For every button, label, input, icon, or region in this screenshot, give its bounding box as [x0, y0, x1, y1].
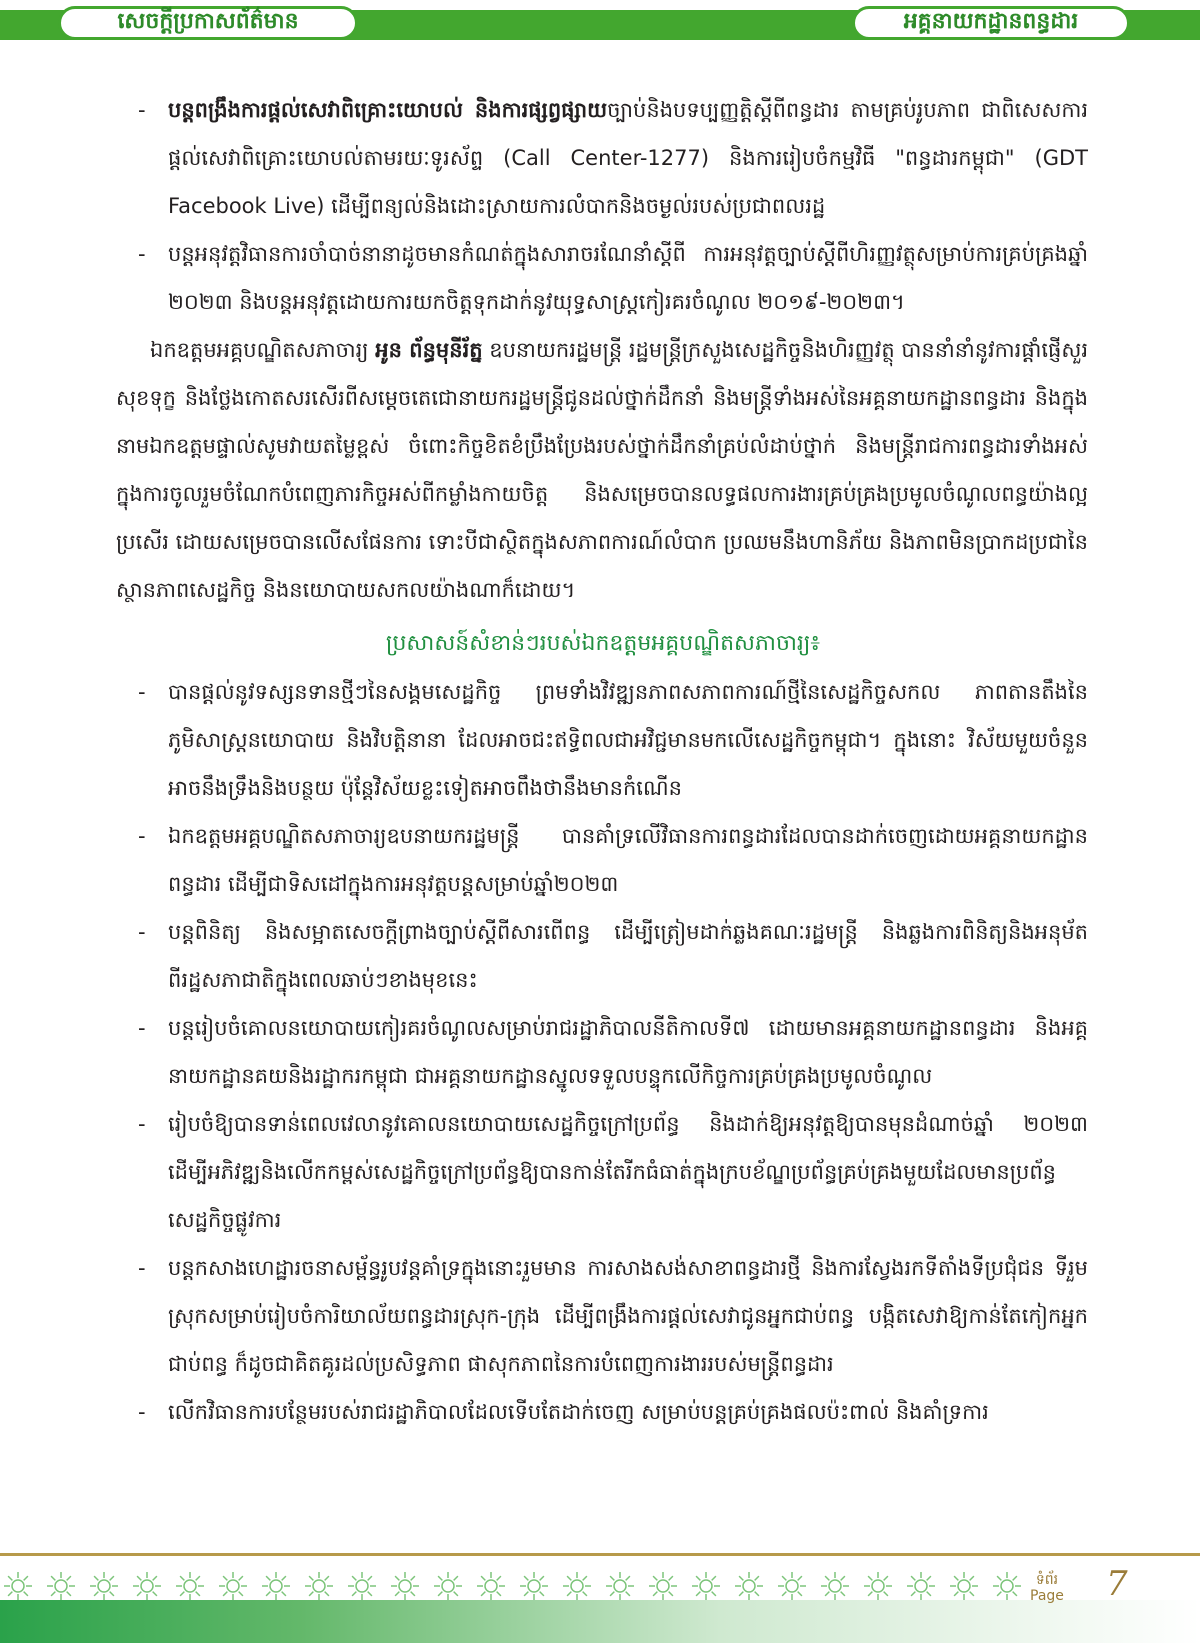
ornament-ray [454, 1576, 458, 1580]
bullet-item [118, 668, 1088, 812]
body-paragraph [116, 326, 1088, 614]
ornament-ray [653, 1576, 657, 1580]
ornament-ray [24, 1576, 28, 1580]
page-label-en: Page [1030, 1588, 1064, 1604]
bullet-dash: - [138, 1400, 146, 1424]
ornament-ray [51, 1576, 55, 1580]
ornament-ray [669, 1576, 673, 1580]
ornament-ray [739, 1576, 743, 1580]
paragraph-text: ឯកឧត្តមអគ្គបណ្ឌិតសភាចារ្យ [150, 338, 376, 362]
ornament-ray [395, 1592, 399, 1596]
ornament-icon [485, 1580, 497, 1592]
ornament-ray [153, 1592, 157, 1596]
ornament-ray [438, 1576, 442, 1580]
ornament-ray [223, 1576, 227, 1580]
bullet-item [118, 812, 1088, 908]
ornament-icon [700, 1580, 712, 1592]
ornament-ray [954, 1592, 958, 1596]
ornament-ray [712, 1576, 716, 1580]
bullet-text: បន្តកសាងហេដ្ឋារចនាសម្ព័ន្ធរូបវន្តគាំទ្រក្នុងនោះរួមមាន ការសាងសង់សាខាពន្ធដារថ្មី និងការស្វែងរកទីតាំងទីប្រជុំជន ទីរួមស្រុកសម្រាប់រៀបចំការិយាល័យពន្ធដារស្រុក-ក្រុង ដើម្បីពង្រឹងការផ្តល់សេវាជូនអ្នកជាប់ពន្ធ បង្កិតសេវាឱ្យកាន់តែកៀកអ្នកជាប់ពន្ធ ក៏ដូចជាគិតគូរដល់ប្រសិទ្ធភាព ផាសុកភាពនៃការបំពេញការងាររបស់មន្ត្រីពន្ធដារ [168, 1256, 1088, 1376]
ornament-ray [868, 1592, 872, 1596]
ornament-ray [825, 1592, 829, 1596]
ornament-icon [915, 1580, 927, 1592]
ornament-icon [528, 1580, 540, 1592]
bullet-dash: - [138, 680, 146, 704]
page-label [1030, 1572, 1064, 1604]
minister-name: អូន ព័ន្ធមុនីរ័ត្ន [375, 338, 483, 362]
ornament-ray [755, 1576, 759, 1580]
ornament-icon [614, 1580, 626, 1592]
ornament-ray [180, 1576, 184, 1580]
ornament-ray [239, 1576, 243, 1580]
ornament-icon [313, 1580, 325, 1592]
ornament-ray [524, 1576, 528, 1580]
bullet-item [118, 1100, 1088, 1244]
ornament-ray [196, 1592, 200, 1596]
ornament-ray [755, 1592, 759, 1596]
ornament-ray [997, 1592, 1001, 1596]
ornament-ray [782, 1576, 786, 1580]
ornament-ray [497, 1576, 501, 1580]
ornament-ray [626, 1592, 630, 1596]
ornament-ray [411, 1576, 415, 1580]
ornament-ray [309, 1592, 313, 1596]
ornament-ray [67, 1592, 71, 1596]
bullet-text: បន្តរៀបចំគោលនយោបាយកៀរគរចំណូលសម្រាប់រាជរដ្ឋាភិបាលនីតិកាលទី៧ ដោយមានអគ្គនាយកដ្ឋានពន្ធដារ និងអគ្គនាយកដ្ឋានគយនិងរដ្ឋាករកម្ពុជា ជាអគ្គនាយកដ្ឋានស្នូលទទួលបន្ទុកលើកិច្ចការគ្រប់គ្រងប្រមូលចំណូល [168, 1016, 1088, 1088]
bullet-item [118, 230, 1088, 326]
ornament-ray [481, 1592, 485, 1596]
ornament-ray [110, 1576, 114, 1580]
paragraph-text: ឧបនាយករដ្ឋមន្ត្រី រដ្ឋមន្ត្រីក្រសួងសេដ្ឋកិច្ចនិងហិរញ្ញវត្ថុ បាននាំនាំនូវការផ្ដាំផ្ញើសួរសុខទុក្ខ និងថ្លែងកោតសរសើរពីសម្ដេចតេជោនាយករដ្ឋមន្ត្រីជូនដល់ថ្នាក់ដឹកនាំ និងមន្ត្រីទាំងអស់នៃអគ្គនាយកដ្ឋានពន្ធដារ និងក្នុងនាមឯកឧត្តមផ្ទាល់សូមវាយតម្លៃខ្ពស់ ចំពោះកិច្ចខិតខំប្រឹងប្រែងរបស់ថ្នាក់ដឹកនាំគ្រប់លំដាប់ថ្នាក់ និងមន្ត្រីរាជការពន្ធដារទាំងអស់ ក្នុងការចូលរួមចំណែកបំពេញភារកិច្ចអស់ពីកម្លាំងកាយចិត្ត និងសម្រេចបានលទ្ធផលការងារគ្រប់គ្រងប្រមូលចំណូលពន្ធយ៉ាងល្អប្រសើរ ដោយសម្រេចបានលើសផែនការ ទោះបីជាស្ថិតក្នុងសភាពការណ៍លំបាក ប្រឈមនឹងហានិភ័យ និងភាពមិនប្រាកដប្រជានៃស្ថានភាពសេដ្ឋកិច្ច និងនយោបាយសកលយ៉ាងណាក៏ដោយ។ [116, 338, 1088, 602]
ornament-ray [481, 1576, 485, 1580]
ornament-ray [567, 1592, 571, 1596]
ornament-ray [282, 1576, 286, 1580]
header-right-tab: អគ្គនាយកដ្ឋានពន្ធដារ [852, 6, 1130, 40]
ornament-ray [110, 1592, 114, 1596]
ornament-ray [94, 1576, 98, 1580]
ornament-icon [872, 1580, 884, 1592]
ornament-ray [524, 1592, 528, 1596]
ornament-ray [137, 1592, 141, 1596]
ornament-icon [55, 1580, 67, 1592]
bullet-dash: - [138, 1256, 146, 1280]
ornament-ray [610, 1576, 614, 1580]
footer-rule [0, 1553, 1200, 1556]
ornament-ray [137, 1576, 141, 1580]
ornament-ray [8, 1576, 12, 1580]
ornament-ray [782, 1592, 786, 1596]
ornament-ray [67, 1576, 71, 1580]
page-number: 7 [1106, 1564, 1128, 1604]
bullet-text: ច្បាប់និងបទប្បញ្ញត្តិស្ដីពីពន្ធដារ តាមគ្រប់រូបភាព ជាពិសេសការផ្តល់សេវាពិគ្រោះយោបល់តាមរយៈទូរស័ព្ទ (Call Center-1277) និងការរៀបចំកម្មវិធី "ពន្ធដារកម្ពុជា" (GDT Facebook Live) ដើម្បីពន្យល់និងដោះស្រាយការលំបាកនិងចម្ងល់របស់ប្រជាពលរដ្ឋ [168, 98, 1089, 218]
ornament-ray [94, 1592, 98, 1596]
ornament-ray [927, 1576, 931, 1580]
ornament-ray [868, 1576, 872, 1580]
ornament-ray [266, 1592, 270, 1596]
ornament-icon [184, 1580, 196, 1592]
ornament-ray [626, 1576, 630, 1580]
bullet-dash: - [138, 98, 146, 122]
ornament-icon [657, 1580, 669, 1592]
section-subheading: ប្រសាសន៍សំខាន់ៗរបស់ឯកឧត្តមអគ្គបណ្ឌិតសភាចារ្យ៖ [385, 631, 821, 656]
bullet-text: បន្តពិនិត្យ និងសម្អាតសេចក្ដីព្រាងច្បាប់ស្ដីពីសារពើពន្ធ ដើម្បីត្រៀមដាក់ឆ្លងគណៈរដ្ឋមន្ត្រី និងឆ្លងការពិនិត្យនិងអនុម័តពីរដ្ឋសភាជាតិក្នុងពេលឆាប់ៗខាងមុខនេះ [168, 920, 1088, 992]
ornament-ray [997, 1576, 1001, 1580]
ornament-ray [368, 1576, 372, 1580]
ornament-ray [454, 1592, 458, 1596]
bullet-dash: - [138, 824, 146, 848]
ornament-icon [12, 1580, 24, 1592]
ornament-icon [829, 1580, 841, 1592]
ornament-ray [497, 1592, 501, 1596]
header-left-tab: សេចក្ដីប្រកាសព័ត៌មាន [58, 6, 358, 40]
ornament-ray [540, 1592, 544, 1596]
ornament-ray [970, 1576, 974, 1580]
ornament-icon [98, 1580, 110, 1592]
bullet-dash: - [138, 1016, 146, 1040]
main-content [118, 86, 1088, 1436]
ornament-ray [712, 1592, 716, 1596]
ornament-icon [399, 1580, 411, 1592]
page-label-km: ទំព័រ [1035, 1572, 1059, 1588]
ornament-ray [669, 1592, 673, 1596]
header-bar [0, 0, 1200, 46]
ornament-ray [583, 1576, 587, 1580]
ornament-icon [1001, 1580, 1013, 1592]
bullet-text: បានផ្ដល់នូវទស្សនទានថ្មីៗនៃសង្គមសេដ្ឋកិច្ច ព្រមទាំងវិវឌ្ឍនភាពសភាពការណ៍ថ្មីនៃសេដ្ឋកិច្ចសកល ភាពតានតឹងនៃភូមិសាស្ត្រនយោបាយ និងវិបត្តិនានា ដែលអាចជះឥទ្ធិពលជាអវិជ្ជមានមកលើសេដ្ឋកិច្ចកម្ពុជា។ ក្នុងនោះ វិស័យមួយចំនួនអាចនឹងទ្រឹងនិងបន្ថយ ប៉ុន្តែវិស័យខ្លះទៀតអាចពឹងថានឹងមានកំណើន [168, 680, 1088, 800]
ornament-ray [739, 1592, 743, 1596]
ornament-ray [927, 1592, 931, 1596]
ornament-ray [970, 1592, 974, 1596]
ornament-ray [438, 1592, 442, 1596]
ornament-icon [270, 1580, 282, 1592]
bullet-item [118, 1388, 1088, 1436]
ornament-icon [958, 1580, 970, 1592]
bullet-dash: - [138, 920, 146, 944]
ornament-ray [325, 1576, 329, 1580]
ornament-icon [743, 1580, 755, 1592]
ornament-ray [352, 1592, 356, 1596]
ornament-ray [610, 1592, 614, 1596]
ornament-ray [653, 1592, 657, 1596]
ornament-ray [153, 1576, 157, 1580]
bullet-item [118, 908, 1088, 1004]
ornament-ray [196, 1576, 200, 1580]
bullet-dash: - [138, 242, 146, 266]
ornament-ray [798, 1592, 802, 1596]
ornament-ray [954, 1576, 958, 1580]
ornament-ray [368, 1592, 372, 1596]
ornament-icon [571, 1580, 583, 1592]
ornament-ray [841, 1592, 845, 1596]
ornament-ray [841, 1576, 845, 1580]
ornament-ray [309, 1576, 313, 1580]
ornament-ray [567, 1576, 571, 1580]
bullet-item [118, 1004, 1088, 1100]
ornament-ray [825, 1576, 829, 1580]
bullet-item [118, 1244, 1088, 1388]
ornament-icon [786, 1580, 798, 1592]
bullet-text: លើកវិធានការបន្ថែមរបស់រាជរដ្ឋាភិបាលដែលទើបតែដាក់ចេញ សម្រាប់បន្តគ្រប់គ្រងផលប៉ះពាល់ និងគាំទ្រការ [168, 1400, 989, 1424]
ornament-ray [352, 1576, 356, 1580]
ornament-ray [798, 1576, 802, 1580]
ornament-ray [540, 1576, 544, 1580]
bullet-item [118, 86, 1088, 230]
ornament-ray [266, 1576, 270, 1580]
bullet-text: ឯកឧត្តមអគ្គបណ្ឌិតសភាចារ្យឧបនាយករដ្ឋមន្ត្រី បានគាំទ្រលើវិធានការពន្ធដារដែលបានដាក់ចេញដោយអគ្គនាយកដ្ឋានពន្ធដារ ដើម្បីជាទិសដៅក្នុងការអនុវត្តបន្តសម្រាប់ឆ្នាំ២០២៣ [168, 824, 1088, 896]
ornament-icon [141, 1580, 153, 1592]
ornament-ray [1013, 1592, 1017, 1596]
ornament-ray [884, 1576, 888, 1580]
ornament-ray [239, 1592, 243, 1596]
ornament-ray [911, 1576, 915, 1580]
footer-band [0, 1600, 1200, 1643]
ornament-ray [696, 1592, 700, 1596]
bullet-bold-text: បន្តពង្រឹងការផ្តល់សេវាពិគ្រោះយោបល់ និងការផ្សព្វផ្សាយ [168, 98, 608, 122]
ornament-ray [325, 1592, 329, 1596]
ornament-ray [884, 1592, 888, 1596]
ornament-icon [227, 1580, 239, 1592]
bullet-dash: - [138, 1112, 146, 1136]
bullet-text: រៀបចំឱ្យបានទាន់ពេលវេលានូវគោលនយោបាយសេដ្ឋកិច្ចក្រៅប្រព័ន្ធ និងដាក់ឱ្យអនុវត្តឱ្យបានមុនដំណាច់ឆ្នាំ ២០២៣ ដើម្បីអភិវឌ្ឍនិងលើកកម្ពស់សេដ្ឋកិច្ចក្រៅប្រព័ន្ធឱ្យបានកាន់តែរីកធំធាត់ក្នុងក្របខ័ណ្ឌប្រព័ន្ធគ្រប់គ្រងមួយដែលមានប្រព័ន្ធសេដ្ឋកិច្ចផ្លូវការ [168, 1112, 1088, 1232]
ornament-ray [1013, 1576, 1017, 1580]
bullet-text: បន្តអនុវត្តវិធានការចាំបាច់នានាដូចមានកំណត់ក្នុងសារាចរណែនាំស្ដីពី ការអនុវត្តច្បាប់ស្ដីពីហិរញ្ញវត្ថុសម្រាប់ការគ្រប់គ្រងឆ្នាំ ២០២៣ និងបន្តអនុវត្តដោយការយកចិត្តទុកដាក់នូវយុទ្ធសាស្ត្រកៀរគរចំណូល ២០១៩-២០២៣។ [168, 242, 1088, 314]
ornament-ray [8, 1592, 12, 1596]
ornament-ray [282, 1592, 286, 1596]
ornament-ray [911, 1592, 915, 1596]
ornament-ray [411, 1592, 415, 1596]
ornament-ray [223, 1592, 227, 1596]
ornament-ray [696, 1576, 700, 1580]
ornament-icon [442, 1580, 454, 1592]
ornament-ray [395, 1576, 399, 1580]
ornament-icon [356, 1580, 368, 1592]
ornament-ray [180, 1592, 184, 1596]
ornament-ray [24, 1592, 28, 1596]
ornament-ray [583, 1592, 587, 1596]
ornament-ray [51, 1592, 55, 1596]
